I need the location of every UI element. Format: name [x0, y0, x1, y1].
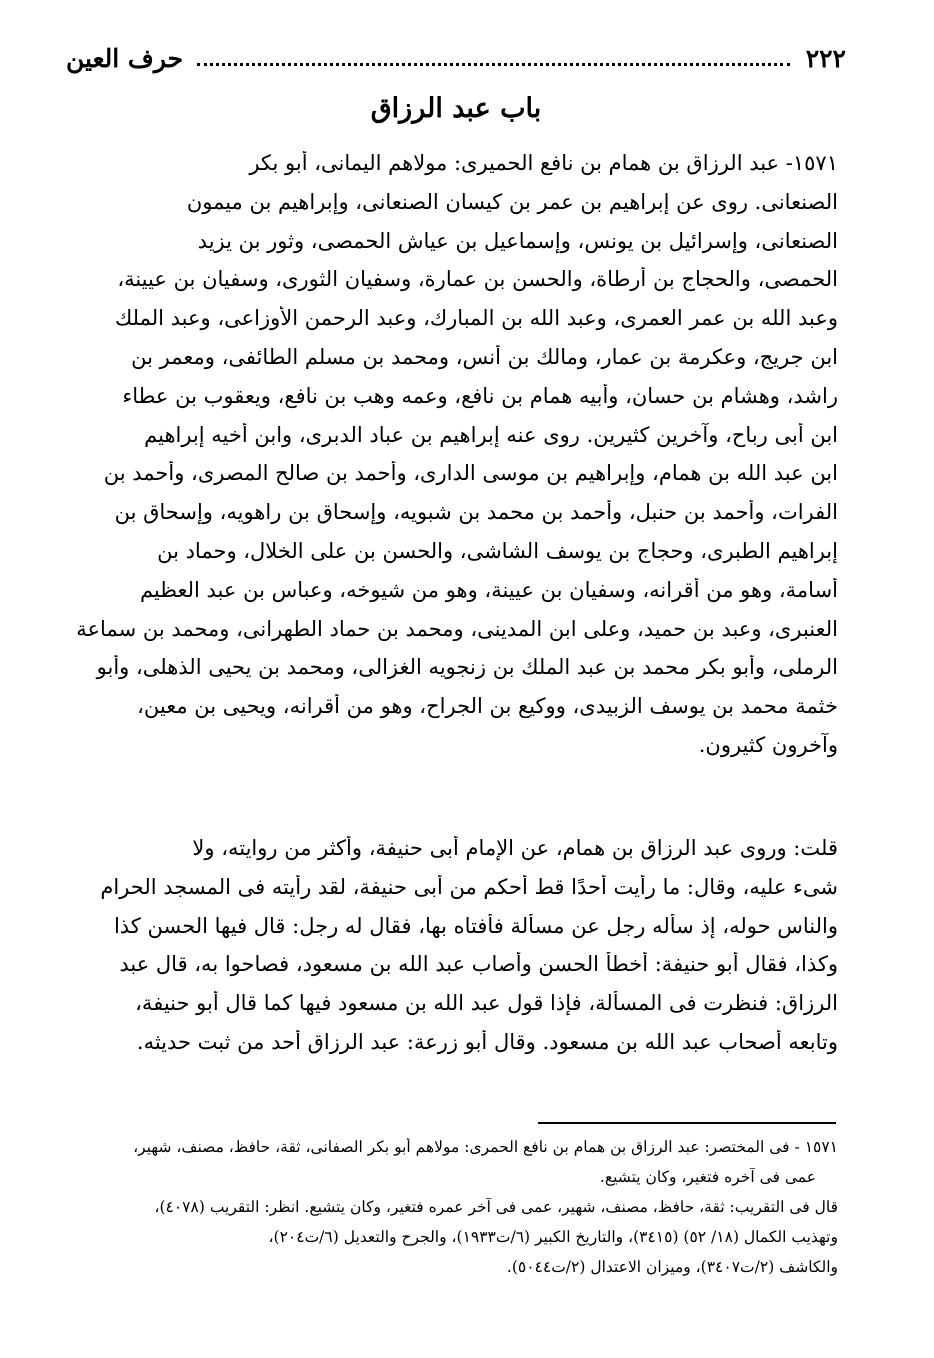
text-line: الرملى، وأبو بكر محمد بن عبد الملك بن زنجويه الغزالى، ومحمد بن يحيى الذهلى، وأبو [96, 655, 838, 680]
text-line: العنبرى، وعبد بن حميد، وعلى ابن المدينى، ومحمد بن حماد الطهرانى، ومحمد بن سماعة [76, 616, 838, 641]
text-line: خثمة محمد بن يوسف الزبيدى، ووكيع بن الجراح، وهو من أقرانه، ويحيى بن معين، [137, 694, 838, 719]
text-line: الصنعانى. روى عن إبراهيم بن عمر بن كيسان الصنعانى، وإبراهيم بن ميمون [186, 189, 838, 214]
text-line: ابن أبى رباح، وآخرين كثيرين. روى عنه إبراهيم بن عباد الدبرى، وابن أخيه إبراهيم [144, 422, 838, 447]
text-line: شىء عليه، وقال: ما رأيت أحدًا قط أحكم من أبى حنيفة، لقد رأيته فى المسجد الحرام [100, 874, 838, 899]
page-number: ٢٢٢ [805, 43, 846, 73]
text-line: ١٥٧١- عبد الرزاق بن همام بن نافع الحميرى: مولاهم اليمانى، أبو بكر [249, 151, 838, 175]
text-line: والناس حوله، إذ سأله رجل عن مسألة فأفتاه بها، فقال له رجل: قال فيها الحسن كذا [113, 913, 838, 938]
text-line: راشد، وهشام بن حسان، وأبيه همام بن نافع، وعمه وهب بن نافع، ويعقوب بن عطاء [122, 383, 838, 408]
running-header [66, 40, 846, 76]
text-line: أسامة، وهو من أقرانه، وسفيان بن عيينة، وهو من شيوخه، وعباس بن عبد العظيم [139, 577, 838, 602]
footnote-line: ١٥٧١ - فى المختصر: عبد الرزاق بن همام بن نافع الحمرى: مولاهم أبو بكر الصفانى، ثقة، حافظ، مصنف، شهير، [133, 1138, 838, 1156]
entry-paragraph [66, 151, 838, 772]
text-line: وتابعه أصحاب عبد الله بن مسعود. وقال أبو زرعة: عبد الرزاق أحد من ثبت حديثه. [136, 1029, 838, 1054]
text-line: وكذا، فقال أبو حنيفة: أخطأ الحسن وأصاب عبد الله بن مسعود، فصاحوا به، قال عبد [119, 952, 838, 977]
chapter-title: باب عبد الرزاق [370, 93, 542, 124]
text-line: الحمصى، والحجاج بن أرطاة، والحسن بن عمارة، وسفيان الثورى، وسفيان بن عيينة، [117, 267, 838, 292]
footnote-line: والكاشف (٢/ت٣٤٠٧)، وميزان الاعتدال (٢/ت٥٠٤٤). [506, 1258, 838, 1276]
comment-paragraph [66, 836, 838, 1069]
text-line: إبراهيم الطبرى، وحجاج بن يوسف الشاشى، والحسن بن على الخلال، وحماد بن [157, 538, 838, 563]
text-line: قلت: وروى عبد الرزاق بن همام، عن الإمام أبى حنيفة، وأكثر من روايته، ولا [192, 836, 838, 860]
text-line: وعبد الله بن عمر العمرى، وعبد الله بن المبارك، وعبد الرحمن الأوزاعى، وعبد الملك [114, 306, 838, 331]
running-title: حرف العين [66, 43, 184, 73]
text-line: ابن عبد الله بن همام، وإبراهيم بن موسى الدارى، وأحمد بن صالح المصرى، وأحمد بن [103, 461, 838, 486]
footnotes [66, 1138, 838, 1288]
text-line: ابن جريج، وعكرمة بن عمار، ومالك بن أنس، ومحمد بن مسلم الطائفى، ومعمر بن [131, 344, 838, 369]
footnote-line: عمى فى آخره فتغير، وكان يتشيع. [599, 1168, 816, 1186]
text-line: الرزاق: فنظرت فى المسألة، فإذا قول عبد الله بن مسعود فيها كما قال أبو حنيفة، [135, 991, 838, 1016]
footnote-line: قال فى التقريب: ثقة، حافظ، مصنف، شهير، عمى فى آخر عمره فتغير، وكان يتشيع. انظر: التقريب (٤٠٧٨)، [154, 1198, 838, 1216]
header-dot-leader [197, 51, 790, 66]
text-line: الفرات، وأحمد بن حنبل، وأحمد بن محمد بن شبويه، وإسحاق بن راهويه، وإسحاق بن [114, 500, 838, 525]
footnote-separator [538, 1122, 836, 1124]
text-line: وآخرون كثيرون. [698, 732, 838, 757]
text-line: الصنعانى، وإسرائيل بن يونس، وإسماعيل بن عياش الحمصى، وثور بن يزيد [197, 228, 838, 253]
footnote-line: وتهذيب الكمال (١٨/ ٥٢) (٣٤١٥)، والتاريخ الكبير (٦/ت١٩٣٣)، والجرح والتعديل (٦/ت٢٠٤)، [268, 1228, 838, 1246]
